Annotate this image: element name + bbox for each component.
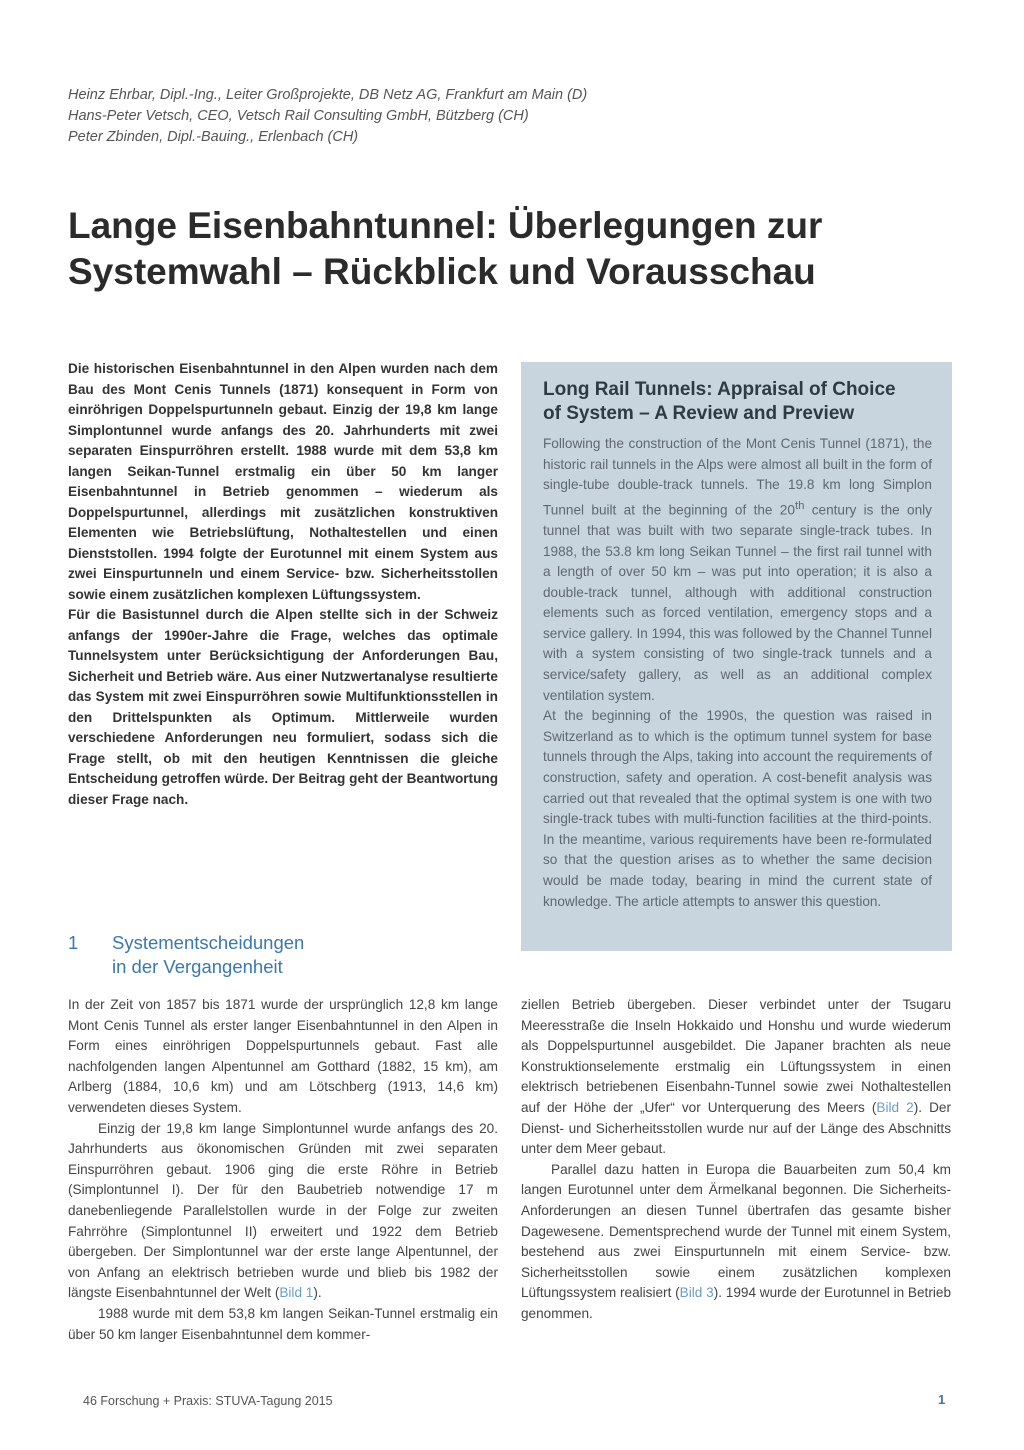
figure-reference-link[interactable]: Bild 1 xyxy=(279,1285,314,1301)
page-number: 1 xyxy=(938,1392,946,1407)
text-span: ). xyxy=(313,1285,322,1301)
body-paragraph xyxy=(521,1160,951,1325)
english-abstract-title xyxy=(543,378,932,426)
text-span: century is the only tunnel that was built with two separate single-track tubes. In 1988, the 53.8 km long Seikan Tunnel – the first rail tunnel with a length of over 50 km – was put into operation; it is also a double-track tunnel, although with additional construction elements such as forced ventilation, emergency stops and a service gallery. In 1994, this was followed by the Channel Tunnel with a system consisting of two single-track tunnels and a service/safety gallery, as well as an additional complex ventilation system. xyxy=(543,502,932,703)
author-list xyxy=(68,85,768,148)
body-paragraph xyxy=(68,1119,498,1304)
body-column-right xyxy=(521,995,951,1325)
english-title-line: Long Rail Tunnels: Appraisal of Choice xyxy=(543,379,896,400)
article-title-line: Lange Eisenbahntunnel: Überlegungen zur xyxy=(68,205,823,246)
footer-publication: 46 Forschung + Praxis: STUVA-Tagung 2015 xyxy=(83,1394,333,1408)
abstract-paragraph xyxy=(543,434,932,706)
text-span: Following the construction of the Mont Cenis Tunnel (1871), the historic rail tunnels in the Alps were almost all built in the form of single-tube double-track tunnels. The 19.8 km long Simplon Tunnel built at the beginning of the 20 xyxy=(543,436,932,518)
text-span: Parallel dazu hatten in Europa die Bauarbeiten zum 50,4 km langen Eurotunnel unter dem Ärmelkanal begonnen. Die Sicherheits-Anforderungen an diesen Tunnel übertrafen das gesamte bisher Dagewesene. Dementsprechend wurde der Tunnel mit einem System, bestehend aus zwei Einspurtunneln mit einem Service- bzw. Sicherheitsstollen sowie einem zusätzlichen komplexen Lüftungssystem realisiert ( xyxy=(521,1161,951,1301)
abstract-paragraph: Für die Basistunnel durch die Alpen stellte sich in der Schweiz anfangs der 1990er-Jahre die Frage, welches das optimale Tunnelsystem unter Berücksichtigung der Anforderungen Bau, Sicherheit und Betrieb wäre. Aus einer Nutzwertanalyse resultierte das System mit zwei Einspurröhren sowie Multifunktionsstellen in den Drittelspunkten als Optimum. Mittlerweile wurden verschiedene Anforderungen neu formuliert, sodass sich die Frage stellt, ob mit den heutigen Kenntnissen die gleiche Entscheidung getroffen würde. Der Beitrag geht der Beantwortung dieser Frage nach. xyxy=(68,607,498,807)
text-span: ). Der Dienst- und Sicherheitsstollen wurde nur auf der Länge des Abschnitts unter dem Meer gebaut. xyxy=(521,1099,951,1157)
section-heading-line: Systementscheidungen xyxy=(112,932,305,953)
english-abstract-box xyxy=(521,362,952,951)
author-line: Peter Zbinden, Dipl.-Bauing., Erlenbach (CH) xyxy=(68,129,359,145)
text-span: ). 1994 wurde der Eurotunnel in Betrieb genommen. xyxy=(521,1285,951,1321)
german-abstract xyxy=(68,359,498,810)
section-number: 1 xyxy=(68,932,79,953)
body-column-left xyxy=(68,995,498,1345)
text-span: Einzig der 19,8 km lange Simplontunnel wurde anfangs des 20. Jahrhunderts aus ökonomischen Gründen mit zwei separaten Einspurröhren gebaut. 1906 ging die erste Röhre in Betrieb (Simplontunnel I). Der für den Baubetrieb notwendige 17 m danebenliegende Parallelstollen wurde in der Folge zur zweiten Fahrröhre (Simplontunnel II) erweitert und 1922 dem Betrieb übergeben. Der Simplontunnel war der erste lange Alpentunnel, der von Anfang an elektrisch betrieben wurde und blieb bis 1982 der längste Eisenbahntunnel der Welt ( xyxy=(68,1120,498,1301)
section-heading-line: in der Vergangenheit xyxy=(112,956,283,977)
author-line: Hans-Peter Vetsch, CEO, Vetsch Rail Consulting GmbH, Bützberg (CH) xyxy=(68,108,529,124)
english-abstract-body xyxy=(543,434,932,912)
english-title-line: of System – A Review and Preview xyxy=(543,403,855,424)
body-paragraph: In der Zeit von 1857 bis 1871 wurde der ursprünglich 12,8 km lange Mont Cenis Tunnel als erster langer Eisenbahntunnel in den Alpen in Form eines einröhrigen Doppelspurtunnels gebaut. Fast alle nachfolgenden langen Alpentunnel am Gotthard (1882, 15 km), am Arlberg (1884, 10,6 km) und am Lötschberg (1913, 14,6 km) verwendeten dieses System. xyxy=(68,997,498,1115)
text-span: ziellen Betrieb übergeben. Dieser verbindet unter der Tsugaru Meeresstraße die Inseln Hokkaido und Honshu und wurde wiederum als Doppelspurtunnel ausgebildet. Die Japaner brachten als neue Konstruktionselemente erstmalig ein Lüftungssystem in einen elektrisch betriebenen Eisenbahn-Tunnel sowie zwei Nothaltestellen auf der Höhe der „Ufer“ vor Unterquerung des Meers ( xyxy=(521,997,951,1115)
article-title xyxy=(68,203,948,295)
body-paragraph: 1988 wurde mit dem 53,8 km langen Seikan-Tunnel erstmalig ein über 50 km langer Eisenbahntunnel dem kommer- xyxy=(68,1305,498,1342)
figure-reference-link[interactable]: Bild 2 xyxy=(876,1099,914,1115)
article-title-line: Systemwahl – Rückblick und Vorausschau xyxy=(68,251,816,292)
abstract-paragraph: At the beginning of the 1990s, the question was raised in Switzerland as to which is the optimum tunnel system for base tunnels through the Alps, taking into account the requirements of construction, safety and operation. A cost-benefit analysis was carried out that revealed that the optimal system is one with two single-track tubes with multi-function facilities at the third-points. In the meantime, various requirements have been re-formulated so that the question arises as to whether the same decision would be made today, bearing in mind the current state of knowledge. The article attempts to answer this question. xyxy=(543,708,932,909)
figure-reference-link[interactable]: Bild 3 xyxy=(679,1285,714,1301)
body-paragraph xyxy=(521,995,951,1160)
superscript: th xyxy=(794,499,805,512)
abstract-paragraph: Die historischen Eisenbahntunnel in den Alpen wurden nach dem Bau des Mont Cenis Tunnels (1871) konsequent in Form von einröhrigen Doppelspurtunneln gebaut. Einzig der 19,8 km lange Simplontunnel wurde anfangs des 20. Jahrhunderts mit zwei separaten Einspurröhren erstellt. 1988 wurde mit dem 53,8 km langen Seikan-Tunnel erstmalig ein über 50 km langer Eisenbahntunnel in Betrieb genommen – wiederum als Doppelspurtunnel, allerdings mit zusätzlichen konstruktiven Elementen wie Betriebslüftung, Nothaltestellen und einen Dienststollen. 1994 folgte der Eurotunnel mit einem System aus zwei Einspurtunneln und einem Service- bzw. Sicherheitsstollen sowie einem zusätzlichen komplexen Lüftungssystem. xyxy=(68,361,498,602)
author-line: Heinz Ehrbar, Dipl.-Ing., Leiter Großprojekte, DB Netz AG, Frankfurt am Main (D) xyxy=(68,87,588,103)
section-heading xyxy=(112,931,304,979)
